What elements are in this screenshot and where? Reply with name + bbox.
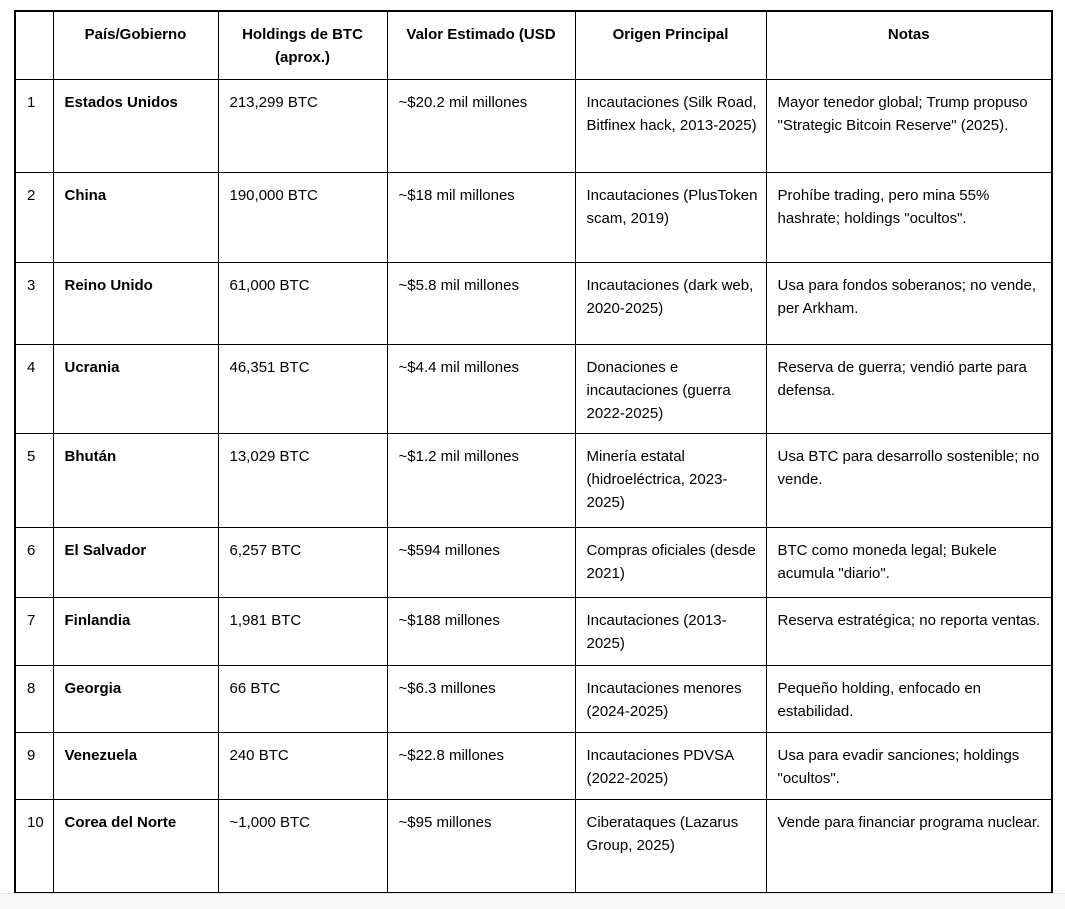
cell-pais: Corea del Norte xyxy=(53,799,218,893)
header-index xyxy=(15,11,53,79)
header-pais: País/Gobierno xyxy=(53,11,218,79)
cell-notas: Mayor tenedor global; Trump propuso "Strategic Bitcoin Reserve" (2025). xyxy=(766,79,1052,172)
cell-valor: ~$188 millones xyxy=(387,597,575,665)
row-number: 5 xyxy=(15,433,53,527)
cell-valor: ~$20.2 mil millones xyxy=(387,79,575,172)
cell-notas: BTC como moneda legal; Bukele acumula "diario". xyxy=(766,527,1052,597)
table-row xyxy=(15,79,1052,172)
row-number: 3 xyxy=(15,262,53,344)
row-number: 7 xyxy=(15,597,53,665)
cell-pais: Georgia xyxy=(53,665,218,732)
row-number: 8 xyxy=(15,665,53,732)
cell-valor: ~$6.3 millones xyxy=(387,665,575,732)
cell-origen: Incautaciones (PlusToken scam, 2019) xyxy=(575,172,766,262)
cell-origen: Incautaciones PDVSA (2022-2025) xyxy=(575,732,766,799)
cell-holdings: 61,000 BTC xyxy=(218,262,387,344)
cell-origen: Ciberataques (Lazarus Group, 2025) xyxy=(575,799,766,893)
table-row xyxy=(15,732,1052,799)
cell-holdings: 213,299 BTC xyxy=(218,79,387,172)
row-number: 6 xyxy=(15,527,53,597)
cell-holdings: 13,029 BTC xyxy=(218,433,387,527)
cell-origen: Incautaciones (2013-2025) xyxy=(575,597,766,665)
cell-valor: ~$18 mil millones xyxy=(387,172,575,262)
cell-notas: Usa para fondos soberanos; no vende, per Arkham. xyxy=(766,262,1052,344)
cell-notas: Usa BTC para desarrollo sostenible; no vende. xyxy=(766,433,1052,527)
cell-valor: ~$5.8 mil millones xyxy=(387,262,575,344)
cell-holdings: ~1,000 BTC xyxy=(218,799,387,893)
cell-pais: Bhután xyxy=(53,433,218,527)
cell-notas: Pequeño holding, enfocado en estabilidad. xyxy=(766,665,1052,732)
cell-holdings: 6,257 BTC xyxy=(218,527,387,597)
cell-origen: Incautaciones (dark web, 2020-2025) xyxy=(575,262,766,344)
cell-valor: ~$22.8 millones xyxy=(387,732,575,799)
cell-holdings: 66 BTC xyxy=(218,665,387,732)
row-number: 4 xyxy=(15,344,53,433)
cell-pais: Finlandia xyxy=(53,597,218,665)
cell-holdings: 1,981 BTC xyxy=(218,597,387,665)
cell-origen: Compras oficiales (desde 2021) xyxy=(575,527,766,597)
table-row xyxy=(15,527,1052,597)
table-row xyxy=(15,597,1052,665)
header-valor: Valor Estimado (USD xyxy=(387,11,575,79)
cell-notas: Reserva de guerra; vendió parte para defensa. xyxy=(766,344,1052,433)
cell-valor: ~$95 millones xyxy=(387,799,575,893)
cell-pais: El Salvador xyxy=(53,527,218,597)
cell-notas: Usa para evadir sanciones; holdings "ocultos". xyxy=(766,732,1052,799)
cell-notas: Reserva estratégica; no reporta ventas. xyxy=(766,597,1052,665)
row-number: 1 xyxy=(15,79,53,172)
table-header-row xyxy=(15,11,1052,79)
table-row xyxy=(15,262,1052,344)
row-number: 2 xyxy=(15,172,53,262)
cell-pais: China xyxy=(53,172,218,262)
row-number: 10 xyxy=(15,799,53,893)
cell-pais: Ucrania xyxy=(53,344,218,433)
header-origen: Origen Principal xyxy=(575,11,766,79)
cell-valor: ~$1.2 mil millones xyxy=(387,433,575,527)
cell-pais: Reino Unido xyxy=(53,262,218,344)
cell-origen: Incautaciones (Silk Road, Bitfinex hack, 2013-2025) xyxy=(575,79,766,172)
cell-pais: Venezuela xyxy=(53,732,218,799)
table-row xyxy=(15,665,1052,732)
header-holdings: Holdings de BTC (aprox.) xyxy=(218,11,387,79)
cell-valor: ~$594 millones xyxy=(387,527,575,597)
cell-origen: Incautaciones menores (2024-2025) xyxy=(575,665,766,732)
row-number: 9 xyxy=(15,732,53,799)
page-bottom-edge xyxy=(0,893,1065,909)
header-notas: Notas xyxy=(766,11,1052,79)
table-row xyxy=(15,172,1052,262)
table-row xyxy=(15,799,1052,893)
cell-origen: Donaciones e incautaciones (guerra 2022-2025) xyxy=(575,344,766,433)
cell-valor: ~$4.4 mil millones xyxy=(387,344,575,433)
document-area xyxy=(14,10,1053,894)
table-row xyxy=(15,433,1052,527)
cell-pais: Estados Unidos xyxy=(53,79,218,172)
cell-holdings: 240 BTC xyxy=(218,732,387,799)
btc-holdings-table xyxy=(14,10,1053,894)
cell-notas: Prohíbe trading, pero mina 55% hashrate; holdings "ocultos". xyxy=(766,172,1052,262)
table-row xyxy=(15,344,1052,433)
cell-holdings: 46,351 BTC xyxy=(218,344,387,433)
cell-holdings: 190,000 BTC xyxy=(218,172,387,262)
cell-notas: Vende para financiar programa nuclear. xyxy=(766,799,1052,893)
cell-origen: Minería estatal (hidroeléctrica, 2023-2025) xyxy=(575,433,766,527)
